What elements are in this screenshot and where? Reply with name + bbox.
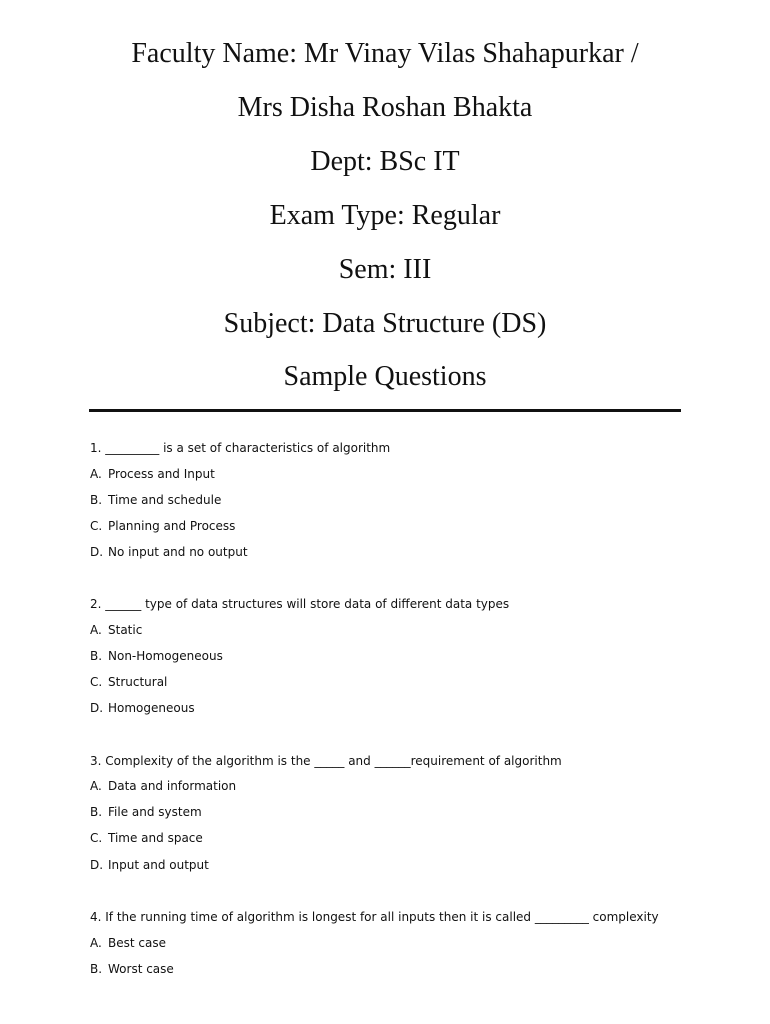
exam-type: Exam Type: Regular	[269, 200, 501, 231]
department: Dept: BSc IT	[310, 146, 460, 177]
faculty-name-line-2: Mrs Disha Roshan Bhakta	[237, 92, 533, 123]
option-letter: B.	[90, 805, 103, 819]
question-text: 3. Complexity of the algorithm is the _____ and ______requirement of algorithm	[90, 754, 562, 768]
question-text: 2. ______ type of data structures will store data of different data types	[90, 597, 510, 611]
page-title: Sample Questions	[283, 361, 487, 392]
faculty-name-line-1: Faculty Name: Mr Vinay Vilas Shahapurkar /	[131, 38, 639, 69]
answer-option	[90, 961, 174, 977]
question-text: 4. If the running time of algorithm is longest for all inputs then it is called _________ complexity	[90, 910, 659, 924]
option-letter: A.	[90, 936, 102, 950]
option-text: Data and information	[108, 779, 237, 793]
answer-option	[90, 857, 209, 873]
option-text: Process and Input	[108, 467, 215, 481]
option-text: Homogeneous	[108, 701, 195, 715]
answer-option	[90, 518, 235, 534]
option-text: Planning and Process	[108, 519, 236, 533]
answer-option	[90, 830, 203, 846]
answer-option	[90, 648, 223, 664]
answer-option	[90, 622, 142, 638]
option-text: Time and space	[108, 831, 203, 845]
header-divider	[89, 409, 681, 412]
option-letter: D.	[90, 858, 104, 872]
option-letter: C.	[90, 831, 103, 845]
answer-option	[90, 466, 215, 482]
option-text: Time and schedule	[108, 493, 222, 507]
option-letter: A.	[90, 623, 102, 637]
option-letter: B.	[90, 649, 103, 663]
semester: Sem: III	[338, 254, 432, 285]
option-letter: D.	[90, 701, 104, 715]
option-text: Worst case	[108, 962, 174, 976]
answer-option	[90, 935, 166, 951]
answer-option	[90, 804, 202, 820]
option-letter: B.	[90, 493, 103, 507]
option-text: File and system	[108, 805, 202, 819]
option-text: Static	[108, 623, 143, 637]
answer-option	[90, 492, 221, 508]
option-text: No input and no output	[108, 545, 248, 559]
answer-option	[90, 778, 236, 794]
option-letter: D.	[90, 545, 104, 559]
answer-option	[90, 700, 195, 716]
question-text: 1. _________ is a set of characteristics of algorithm	[90, 441, 391, 455]
option-text: Input and output	[108, 858, 209, 872]
option-text: Non-Homogeneous	[108, 649, 223, 663]
option-letter: B.	[90, 962, 103, 976]
subject: Subject: Data Structure (DS)	[223, 308, 547, 339]
option-letter: A.	[90, 467, 102, 481]
option-text: Best case	[108, 936, 166, 950]
option-letter: C.	[90, 519, 103, 533]
option-letter: C.	[90, 675, 103, 689]
option-text: Structural	[108, 675, 168, 689]
option-letter: A.	[90, 779, 102, 793]
answer-option	[90, 544, 248, 560]
answer-option	[90, 674, 167, 690]
